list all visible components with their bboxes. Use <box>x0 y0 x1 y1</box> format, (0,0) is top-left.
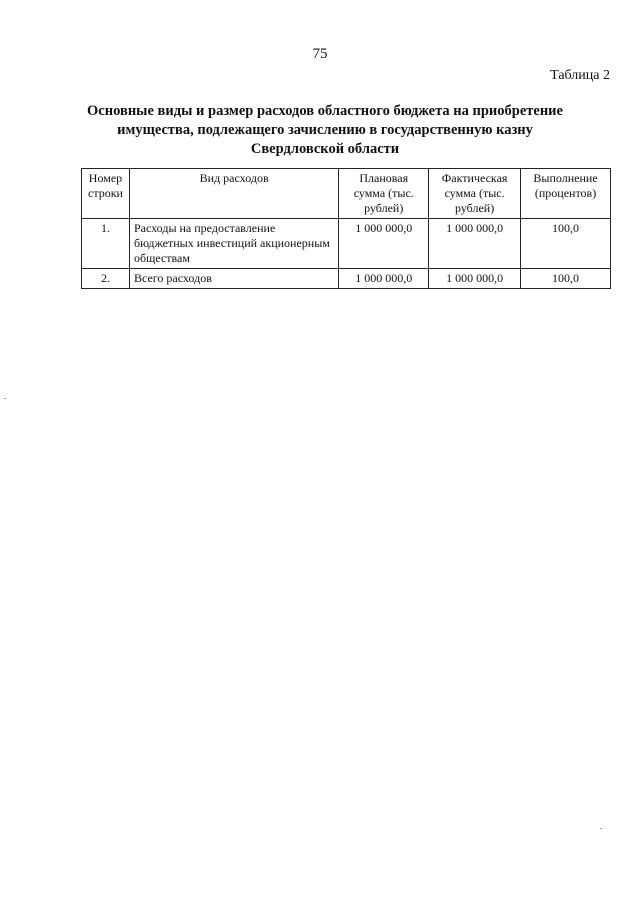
header-expense-type: Вид расходов <box>129 169 338 219</box>
planned-sum: 1 000 000,0 <box>339 269 429 289</box>
expense-type: Расходы на предоставление бюджетных инвестиций акционерным обществам <box>129 219 338 269</box>
header-completion: Выполнение (процентов) <box>521 169 611 219</box>
page-number: 75 <box>312 46 328 62</box>
table-header-row <box>82 169 611 219</box>
row-number: 1. <box>82 219 130 269</box>
table-row <box>82 269 611 289</box>
document-title <box>60 102 590 159</box>
header-actual-sum: Фактическая сумма (тыс. рублей) <box>429 169 521 219</box>
header-row-number: Номер строки <box>82 169 130 219</box>
scan-speck <box>4 398 6 399</box>
title-line-1: Основные виды и размер расходов областного бюджета на приобретение <box>87 103 563 119</box>
completion-percent: 100,0 <box>521 219 611 269</box>
budget-table <box>81 168 611 289</box>
table-row <box>82 219 611 269</box>
row-number: 2. <box>82 269 130 289</box>
header-planned-sum: Плановая сумма (тыс. рублей) <box>339 169 429 219</box>
planned-sum: 1 000 000,0 <box>339 219 429 269</box>
table-label: Таблица 2 <box>550 68 610 83</box>
title-line-2: имущества, подлежащего зачислению в государственную казну <box>117 122 533 138</box>
actual-sum: 1 000 000,0 <box>429 219 521 269</box>
scan-speck <box>600 828 602 829</box>
completion-percent: 100,0 <box>521 269 611 289</box>
actual-sum: 1 000 000,0 <box>429 269 521 289</box>
title-line-3: Свердловской области <box>250 141 400 157</box>
expense-type: Всего расходов <box>129 269 338 289</box>
